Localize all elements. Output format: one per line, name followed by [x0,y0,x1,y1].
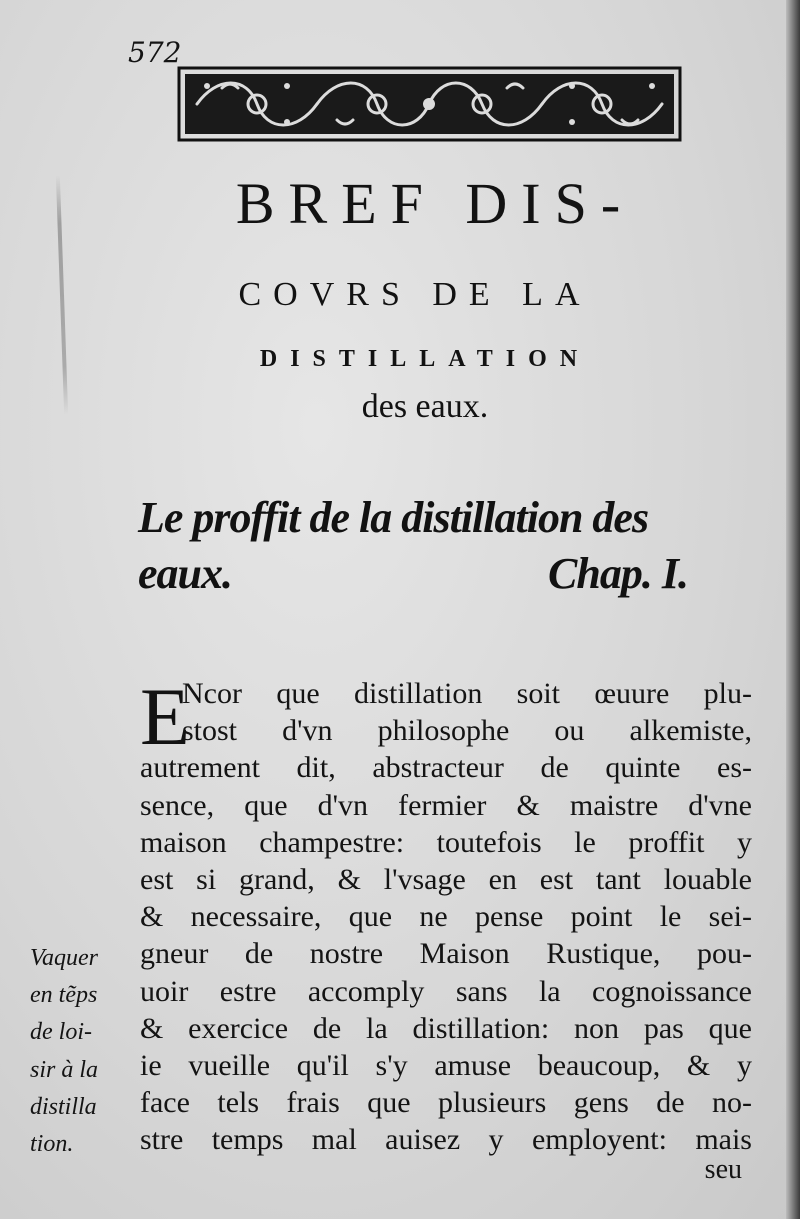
marginal-note-line: tion. [30,1130,74,1157]
body-line: & necessaire, que ne pense point le sei- [140,900,752,934]
body-line: autrement dit, abstracteur de quinte es- [140,751,752,785]
body-line: Ncor que distillation soit œuure plu- [182,677,752,710]
body-line: gneur de nostre Maison Rustique, pou- [140,937,752,971]
drop-cap: E [140,671,191,762]
body-line: sence, que d'vn fermier & maistre d'vne [140,788,752,822]
chapter-number: Chap. I. [548,549,688,598]
chapter-heading-line-2 [138,546,718,602]
marginal-note-line: en tẽps [30,982,98,1009]
body-line: ie vueille qu'il s'y amuse beaucoup, & y [140,1048,752,1082]
body-text [140,671,752,1158]
marginal-note-line: distilla [30,1093,97,1120]
body-line: uoir estre accomply sans la cognoissance [140,974,752,1008]
title-line-3: DISTILLATION [259,346,591,372]
book-gutter-edge [786,0,800,1219]
marginal-note-line: sir à la [30,1056,99,1083]
ornament-headpiece-icon [177,66,682,142]
marginal-note-line: Vaquer [30,945,98,971]
title-line-4: des eaux. [361,388,489,425]
body-line: stost d'vn philosophe ou alkemiste, [182,714,752,748]
body-line: stre temps mal auisez y employent: mais [140,1123,752,1157]
chapter-heading-word: eaux. [138,549,232,598]
chapter-heading-line-1: Le proffit de la distillation des [138,493,649,542]
body-line: & exercice de la distillation: non pas que [140,1011,752,1045]
body-line: est si grand, & l'vsage en est tant louable [140,862,752,896]
chapter-heading [138,490,718,602]
page-number: 572 [128,36,182,69]
body-line: face tels frais que plusieurs gens de no- [140,1086,752,1120]
title-line-1: BREF DIS- [235,171,635,236]
marginal-note-line: de loi- [30,1019,92,1046]
catchword: seu [704,1154,742,1185]
title-line-2: COVRS DE LA [238,276,592,313]
marginal-note [30,940,140,1163]
body-line: maison champestre: toutefois le proffit y [140,825,752,859]
